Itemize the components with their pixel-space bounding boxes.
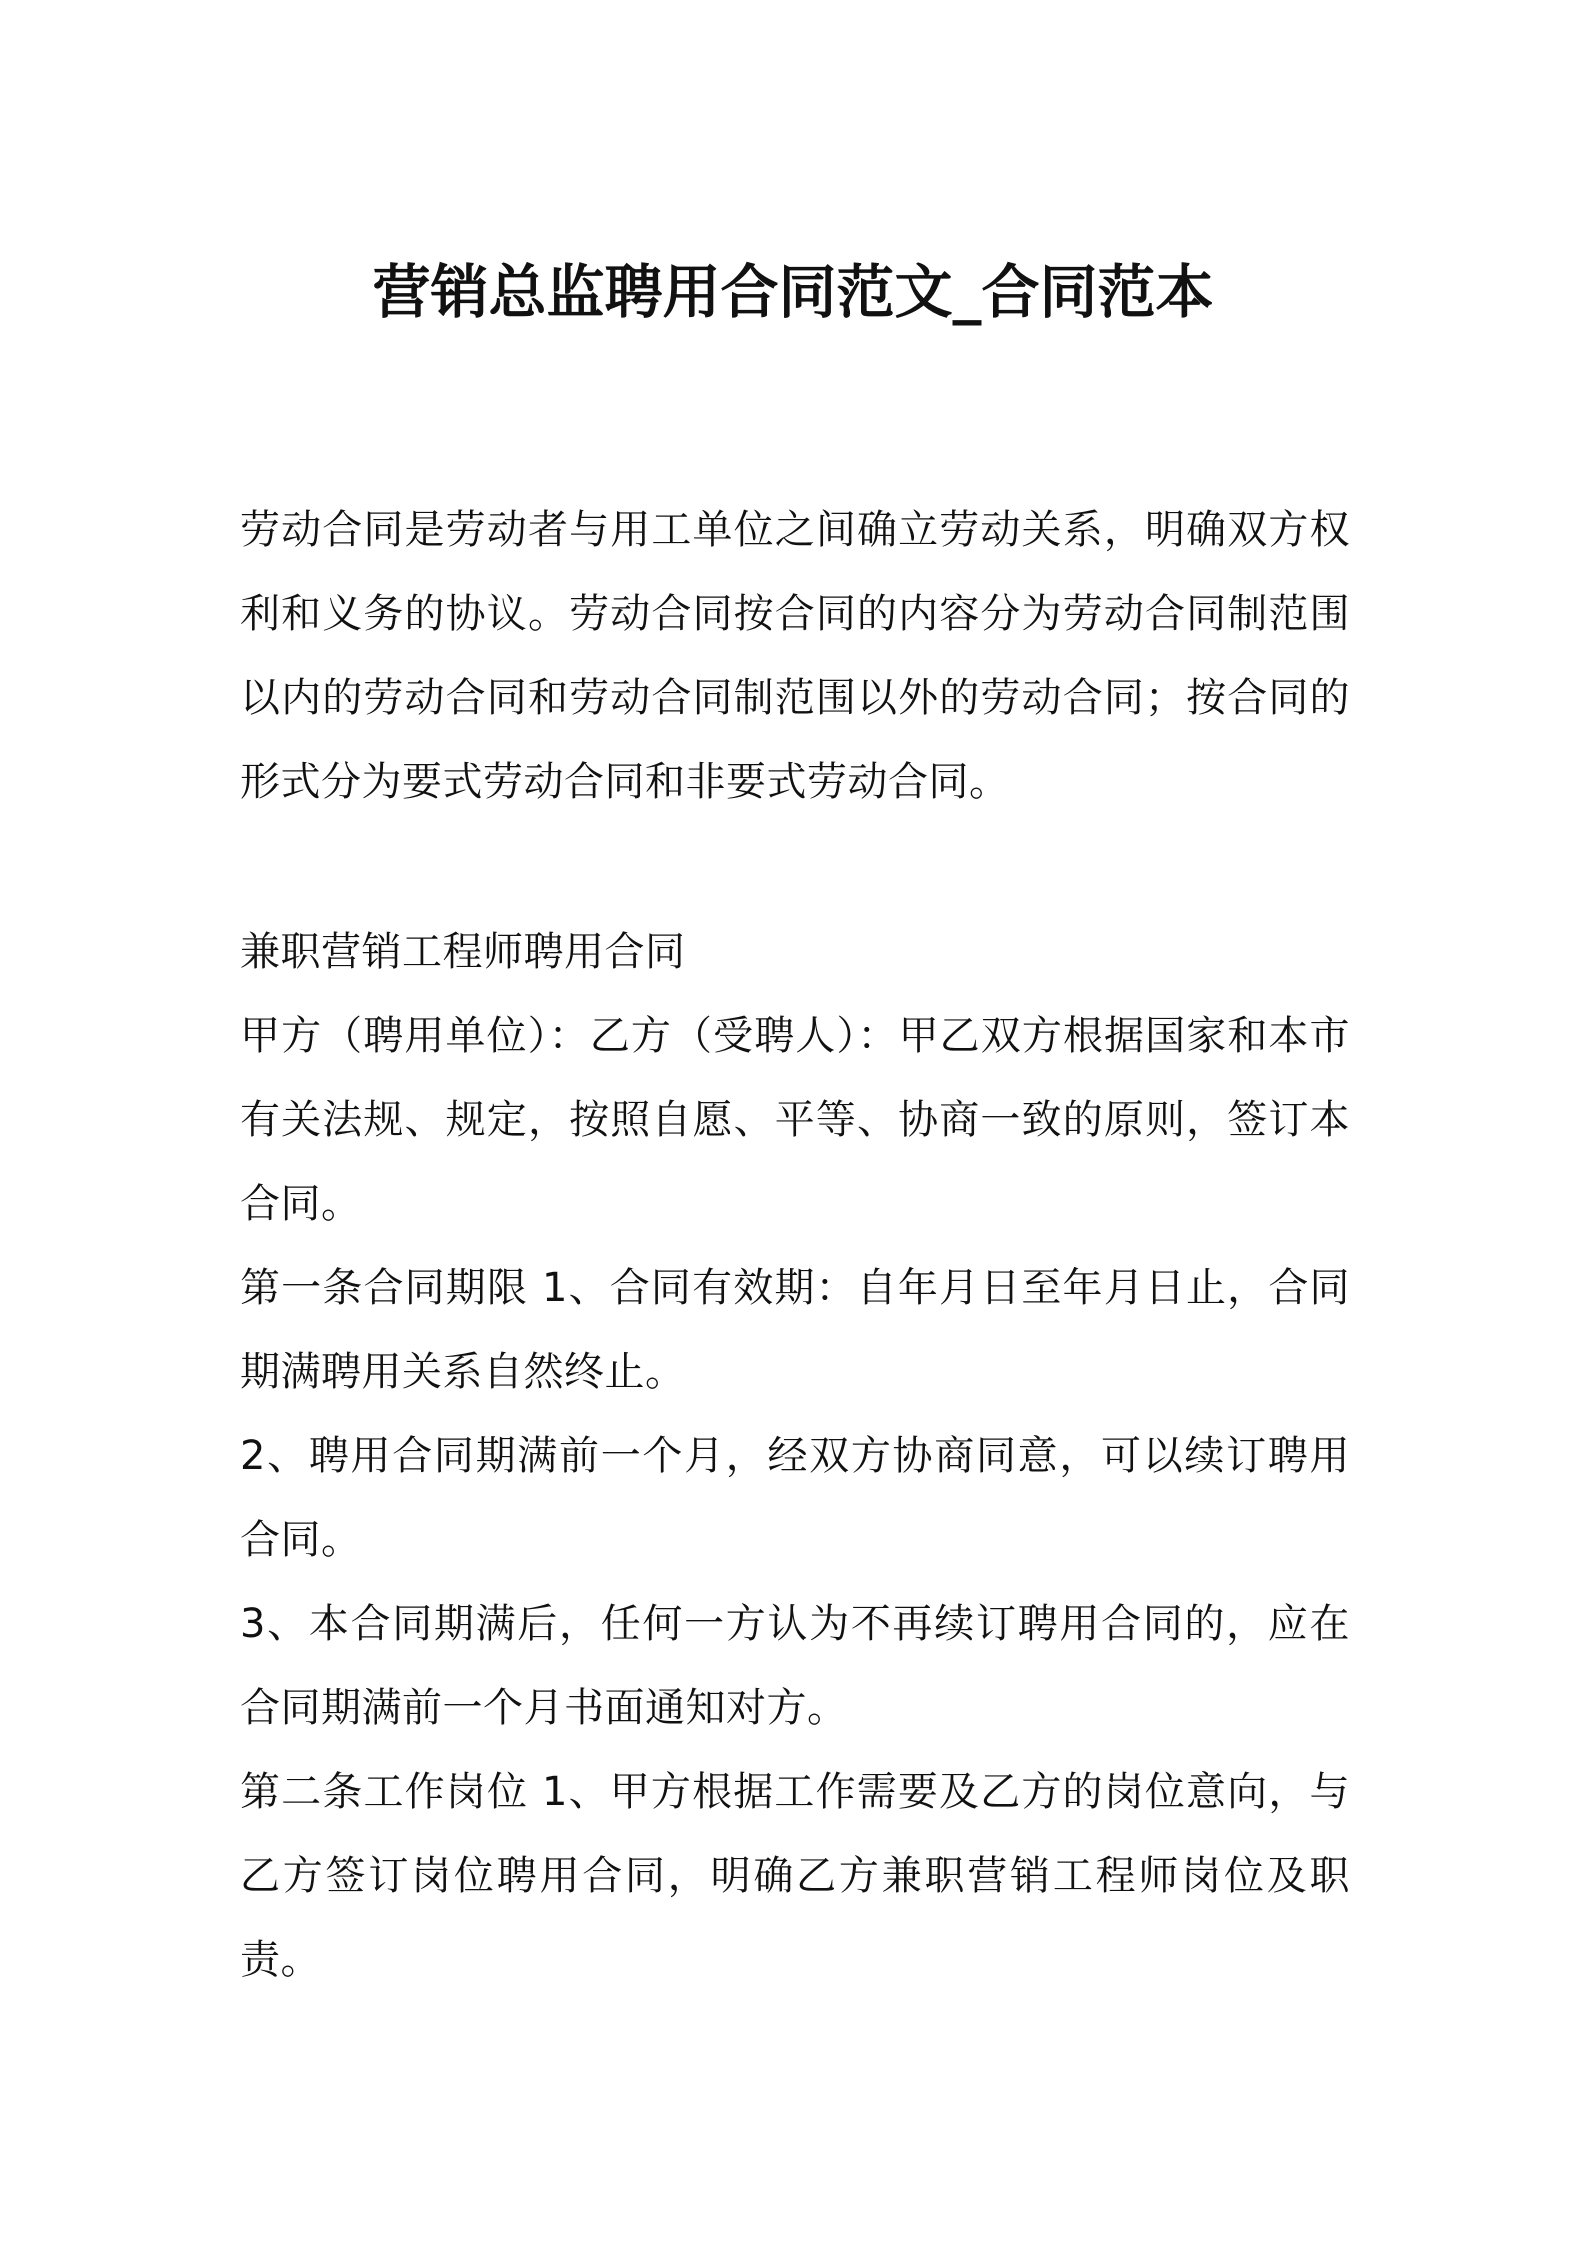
article-2-position-paragraph: 第二条工作岗位 1、甲方根据工作需要及乙方的岗位意向，与乙方签订岗位聘用合同，明确乙方兼职营销工程师岗位及职责。 [240, 1769, 1350, 1983]
contract-heading: 兼职营销工程师聘用合同 [240, 929, 686, 975]
article-1-renewal-paragraph: 2、聘用合同期满前一个月，经双方协商同意，可以续订聘用合同。 [240, 1433, 1350, 1563]
intro-paragraph: 劳动合同是劳动者与用工单位之间确立劳动关系，明确双方权利和义务的协议。劳动合同按合同的内容分为劳动合同制范围以内的劳动合同和劳动合同制范围以外的劳动合同；按合同的形式分为要式劳动合同和非要式劳动合同。 [240, 507, 1350, 805]
contract-parties-paragraph: 甲方（聘用单位）：乙方（受聘人）：甲乙双方根据国家和本市有关法规、规定，按照自愿、平等、协商一致的原则，签订本合同。 [240, 1013, 1350, 1227]
article-1-notice-paragraph: 3、本合同期满后，任何一方认为不再续订聘用合同的，应在合同期满前一个月书面通知对方。 [240, 1601, 1350, 1731]
document-title: 营销总监聘用合同范文_合同范本 [372, 258, 1214, 326]
contract-section [240, 910, 1350, 2002]
intro-section [240, 488, 1350, 824]
article-1-term-paragraph: 第一条合同期限 1、合同有效期：自年月日至年月日止，合同期满聘用关系自然终止。 [240, 1265, 1350, 1395]
